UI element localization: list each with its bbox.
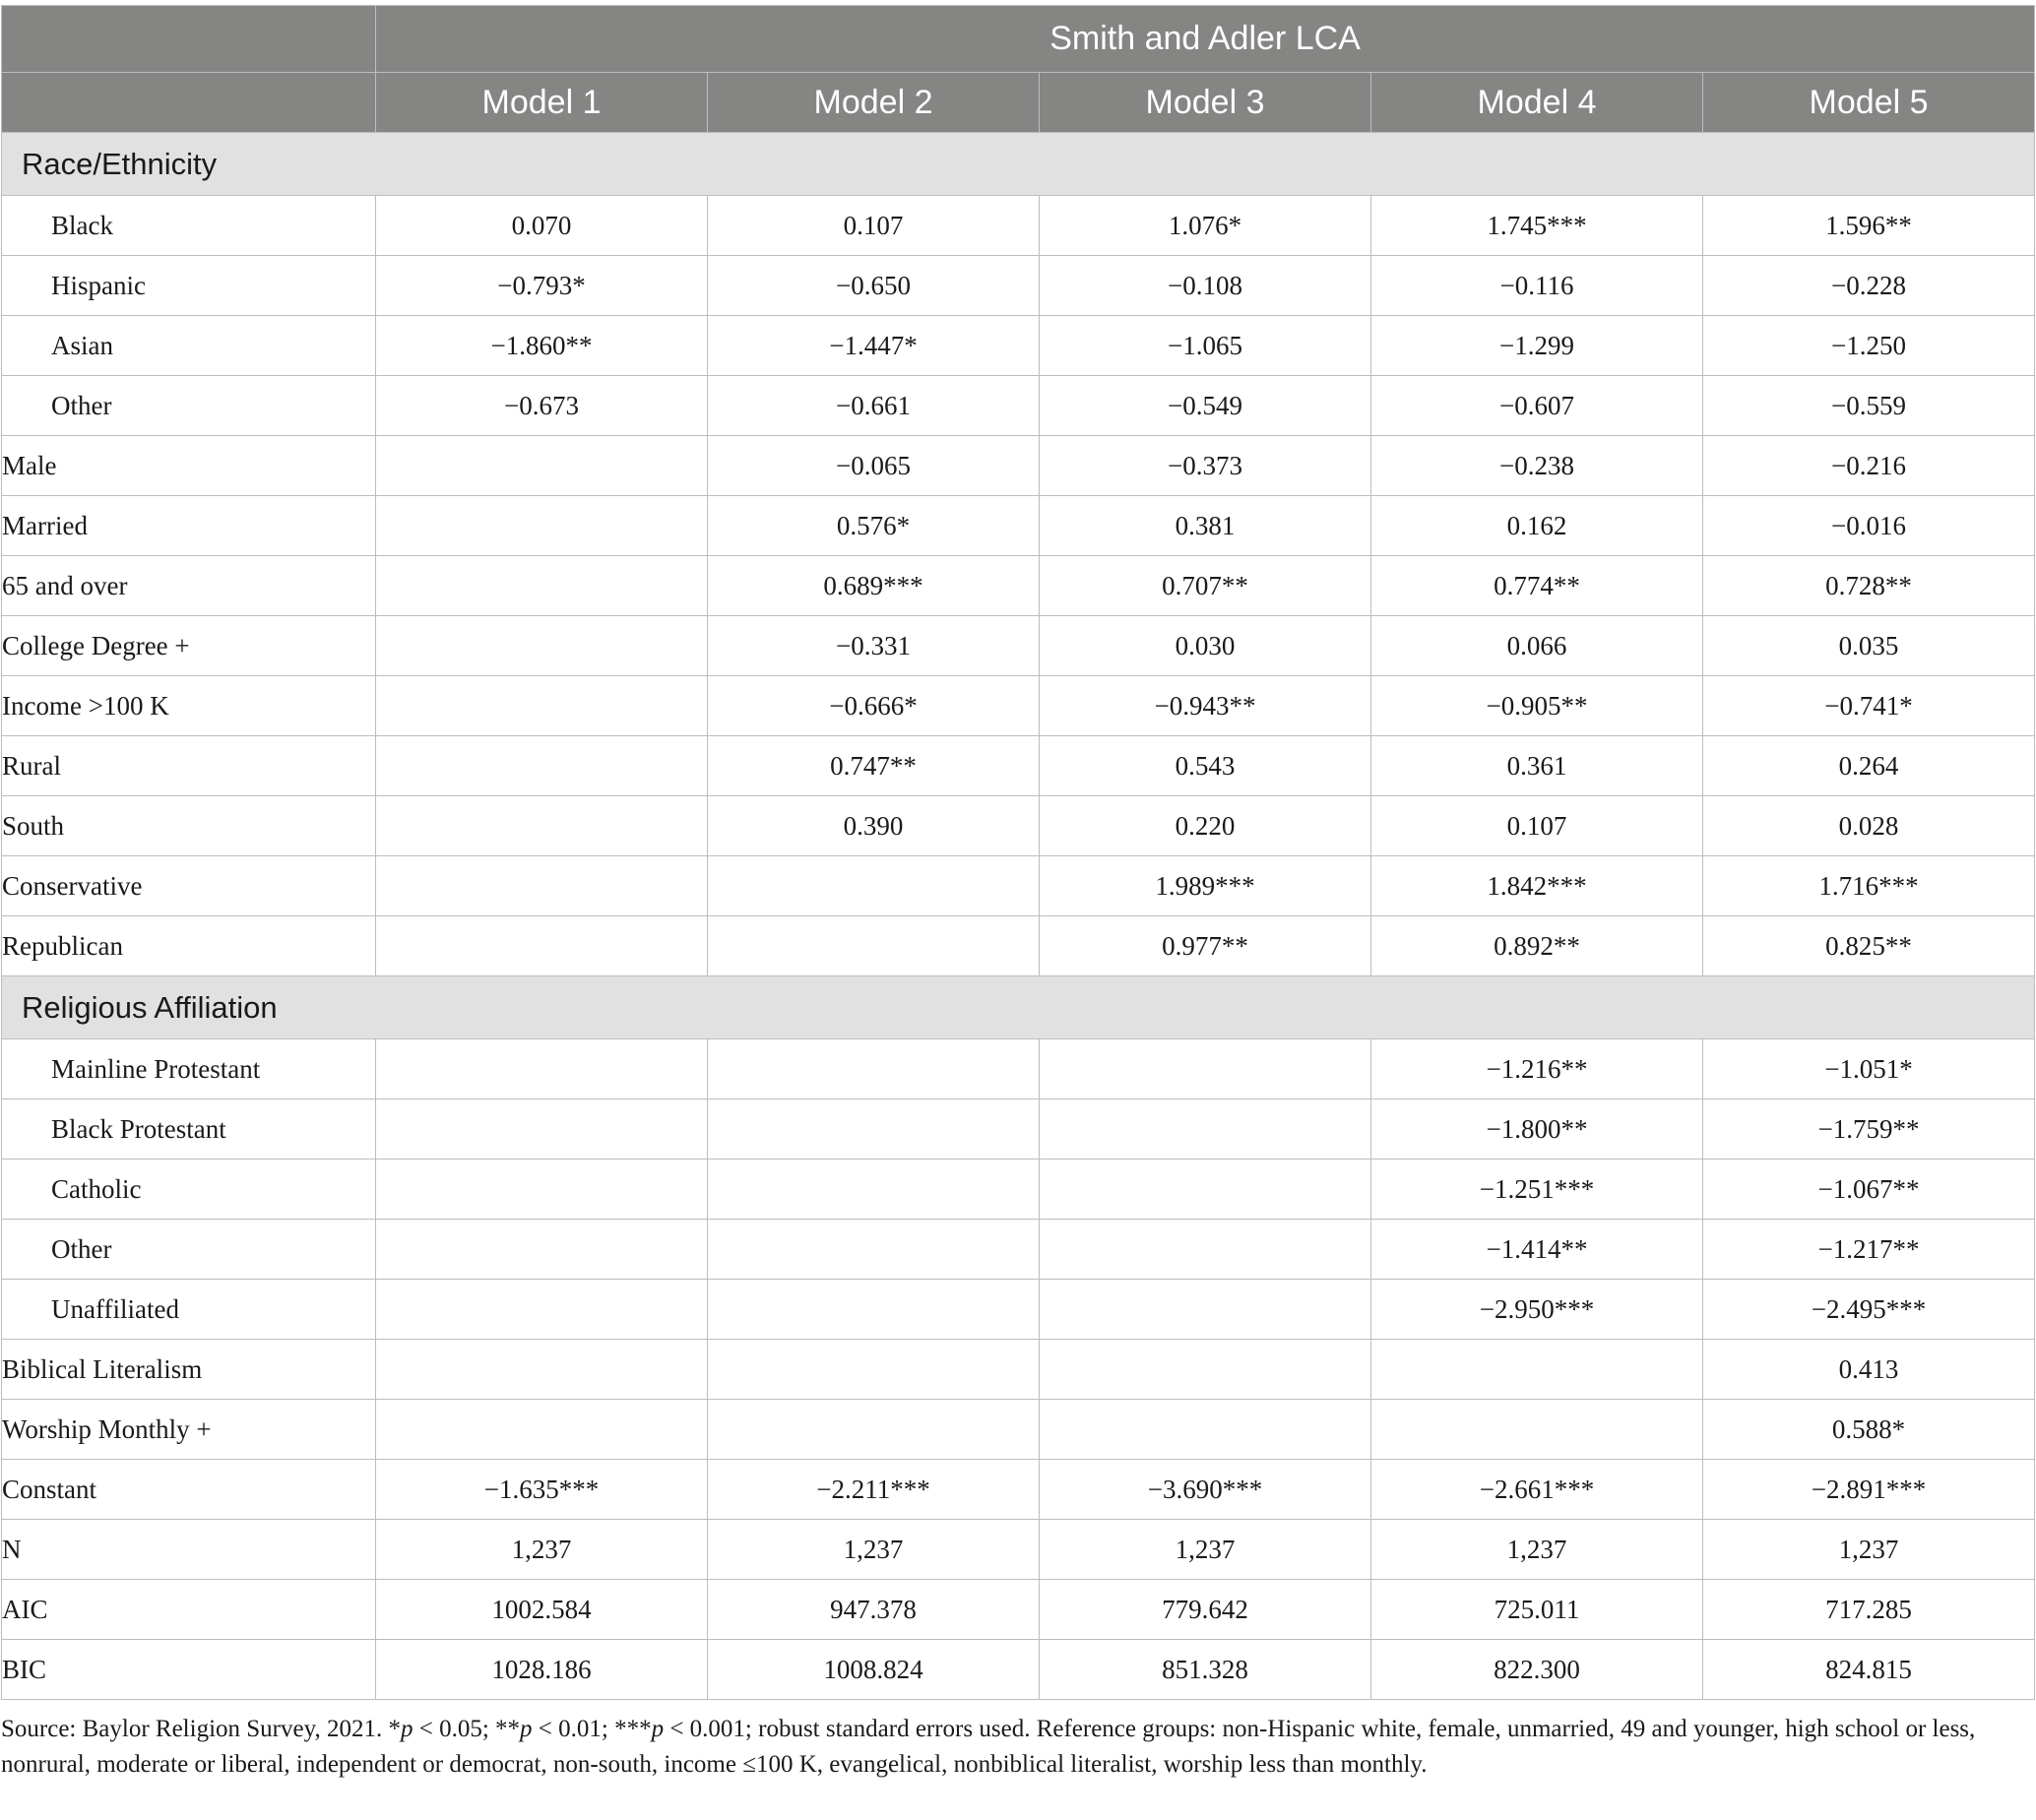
row-label: Asian xyxy=(2,316,376,376)
cell-model-5: −2.495*** xyxy=(1703,1280,2035,1340)
header-model-3: Model 3 xyxy=(1040,73,1371,133)
header-model-1: Model 1 xyxy=(376,73,708,133)
cell-model-4: −0.238 xyxy=(1371,436,1703,496)
cell-model-2: 0.689*** xyxy=(708,556,1040,616)
table-row xyxy=(2,1460,2035,1520)
cell-model-2 xyxy=(708,1099,1040,1160)
cell-model-3: −0.108 xyxy=(1040,256,1371,316)
cell-model-4: 1.842*** xyxy=(1371,856,1703,916)
table-row xyxy=(2,1160,2035,1220)
row-label: AIC xyxy=(2,1580,376,1640)
cell-model-3: 1,237 xyxy=(1040,1520,1371,1580)
cell-model-1 xyxy=(376,616,708,676)
cell-model-4: −2.661*** xyxy=(1371,1460,1703,1520)
cell-model-4: 1.745*** xyxy=(1371,196,1703,256)
cell-model-4: 725.011 xyxy=(1371,1580,1703,1640)
cell-model-2: −0.331 xyxy=(708,616,1040,676)
row-label: South xyxy=(2,796,376,856)
cell-model-2: −0.650 xyxy=(708,256,1040,316)
cell-model-4: 0.066 xyxy=(1371,616,1703,676)
cell-model-2: 1008.824 xyxy=(708,1640,1040,1700)
regression-table xyxy=(1,5,2035,1700)
cell-model-4: 0.361 xyxy=(1371,736,1703,796)
table-row xyxy=(2,1280,2035,1340)
cell-model-2 xyxy=(708,856,1040,916)
cell-model-3 xyxy=(1040,1099,1371,1160)
cell-model-4: 1,237 xyxy=(1371,1520,1703,1580)
footnote-text: < 0.01; *** xyxy=(532,1716,652,1742)
cell-model-1: 0.070 xyxy=(376,196,708,256)
cell-model-4: −0.116 xyxy=(1371,256,1703,316)
table-row xyxy=(2,796,2035,856)
cell-model-1 xyxy=(376,496,708,556)
table-row xyxy=(2,616,2035,676)
header-model-5: Model 5 xyxy=(1703,73,2035,133)
cell-model-1: 1,237 xyxy=(376,1520,708,1580)
cell-model-5: 0.825** xyxy=(1703,916,2035,976)
table-row xyxy=(2,1520,2035,1580)
cell-model-2: 0.747** xyxy=(708,736,1040,796)
cell-model-1 xyxy=(376,556,708,616)
table-row xyxy=(2,256,2035,316)
cell-model-3: 779.642 xyxy=(1040,1580,1371,1640)
cell-model-3 xyxy=(1040,1160,1371,1220)
cell-model-1 xyxy=(376,1280,708,1340)
table-row xyxy=(2,736,2035,796)
table-row xyxy=(2,916,2035,976)
cell-model-4: −1.414** xyxy=(1371,1220,1703,1280)
row-label: Catholic xyxy=(2,1160,376,1220)
table-body xyxy=(2,133,2035,1700)
cell-model-3: 851.328 xyxy=(1040,1640,1371,1700)
row-label: Black xyxy=(2,196,376,256)
cell-model-4: −0.905** xyxy=(1371,676,1703,736)
cell-model-2: 0.576* xyxy=(708,496,1040,556)
section-label: Religious Affiliation xyxy=(2,976,2035,1039)
row-label: BIC xyxy=(2,1640,376,1700)
table-row xyxy=(2,856,2035,916)
footnote-p-symbol: p xyxy=(520,1716,533,1742)
cell-model-2: −0.065 xyxy=(708,436,1040,496)
row-label: 65 and over xyxy=(2,556,376,616)
cell-model-3: 0.030 xyxy=(1040,616,1371,676)
section-row xyxy=(2,133,2035,196)
row-label: College Degree + xyxy=(2,616,376,676)
cell-model-5: 1.716*** xyxy=(1703,856,2035,916)
cell-model-4: 0.774** xyxy=(1371,556,1703,616)
cell-model-3 xyxy=(1040,1220,1371,1280)
cell-model-4: 822.300 xyxy=(1371,1640,1703,1700)
cell-model-5: 1.596** xyxy=(1703,196,2035,256)
cell-model-1: −1.860** xyxy=(376,316,708,376)
cell-model-1: 1028.186 xyxy=(376,1640,708,1700)
cell-model-2: 947.378 xyxy=(708,1580,1040,1640)
table-footnote xyxy=(0,1712,2029,1783)
cell-model-5: 0.035 xyxy=(1703,616,2035,676)
cell-model-5: 824.815 xyxy=(1703,1640,2035,1700)
cell-model-4: 0.162 xyxy=(1371,496,1703,556)
cell-model-5: −0.016 xyxy=(1703,496,2035,556)
cell-model-1 xyxy=(376,916,708,976)
cell-model-1 xyxy=(376,1340,708,1400)
cell-model-5: −1.051* xyxy=(1703,1039,2035,1099)
cell-model-3 xyxy=(1040,1039,1371,1099)
cell-model-1 xyxy=(376,796,708,856)
header-model-2: Model 2 xyxy=(708,73,1040,133)
cell-model-3: 0.543 xyxy=(1040,736,1371,796)
cell-model-5: 0.588* xyxy=(1703,1400,2035,1460)
table-row xyxy=(2,1400,2035,1460)
cell-model-4: −1.299 xyxy=(1371,316,1703,376)
header-model-4: Model 4 xyxy=(1371,73,1703,133)
cell-model-3: −1.065 xyxy=(1040,316,1371,376)
cell-model-3: −0.943** xyxy=(1040,676,1371,736)
cell-model-1 xyxy=(376,1400,708,1460)
cell-model-4: −1.800** xyxy=(1371,1099,1703,1160)
cell-model-5: −1.067** xyxy=(1703,1160,2035,1220)
regression-table-figure xyxy=(0,5,2036,1783)
cell-model-1 xyxy=(376,1039,708,1099)
cell-model-2 xyxy=(708,1280,1040,1340)
row-label: Hispanic xyxy=(2,256,376,316)
cell-model-4: −1.216** xyxy=(1371,1039,1703,1099)
cell-model-1: 1002.584 xyxy=(376,1580,708,1640)
cell-model-1: −0.673 xyxy=(376,376,708,436)
cell-model-4: −1.251*** xyxy=(1371,1160,1703,1220)
cell-model-3: −3.690*** xyxy=(1040,1460,1371,1520)
cell-model-3: 1.076* xyxy=(1040,196,1371,256)
cell-model-4: 0.892** xyxy=(1371,916,1703,976)
row-label: Income >100 K xyxy=(2,676,376,736)
row-label: Conservative xyxy=(2,856,376,916)
cell-model-5: 0.028 xyxy=(1703,796,2035,856)
cell-model-1 xyxy=(376,436,708,496)
cell-model-5: −0.559 xyxy=(1703,376,2035,436)
header-corner-cell xyxy=(2,6,376,73)
cell-model-5: −2.891*** xyxy=(1703,1460,2035,1520)
cell-model-2 xyxy=(708,1220,1040,1280)
cell-model-1 xyxy=(376,1160,708,1220)
cell-model-2: −1.447* xyxy=(708,316,1040,376)
header-model-row xyxy=(2,73,2035,133)
cell-model-5: −0.228 xyxy=(1703,256,2035,316)
cell-model-3 xyxy=(1040,1280,1371,1340)
cell-model-2 xyxy=(708,1039,1040,1099)
table-header xyxy=(2,6,2035,133)
cell-model-1 xyxy=(376,856,708,916)
table-row xyxy=(2,556,2035,616)
cell-model-1 xyxy=(376,736,708,796)
footnote-p-symbol: p xyxy=(400,1716,414,1742)
footnote-source: Source: Baylor Religion Survey, 2021. * xyxy=(1,1716,401,1742)
cell-model-1 xyxy=(376,676,708,736)
cell-model-4 xyxy=(1371,1340,1703,1400)
cell-model-4: 0.107 xyxy=(1371,796,1703,856)
row-label: N xyxy=(2,1520,376,1580)
header-group-label: Smith and Adler LCA xyxy=(376,6,2035,73)
table-row xyxy=(2,1640,2035,1700)
table-row xyxy=(2,1340,2035,1400)
cell-model-5: 0.728** xyxy=(1703,556,2035,616)
row-label: Unaffiliated xyxy=(2,1280,376,1340)
row-label: Male xyxy=(2,436,376,496)
table-row xyxy=(2,376,2035,436)
row-label: Married xyxy=(2,496,376,556)
cell-model-1 xyxy=(376,1099,708,1160)
header-corner-cell-2 xyxy=(2,73,376,133)
table-row xyxy=(2,1039,2035,1099)
row-label: Other xyxy=(2,376,376,436)
footnote-text: < 0.001; robust standard errors used. Reference groups: non-Hispanic white, female, unmarried, 49 and younger, high school or less, nonrural, moderate or liberal, independent or democrat, non-south, income ≤100 K, evangelical, nonbiblical literalist, worship less than monthly. xyxy=(1,1716,1976,1778)
cell-model-4: −2.950*** xyxy=(1371,1280,1703,1340)
cell-model-3: 1.989*** xyxy=(1040,856,1371,916)
cell-model-5: 0.264 xyxy=(1703,736,2035,796)
table-row xyxy=(2,1220,2035,1280)
cell-model-2: 1,237 xyxy=(708,1520,1040,1580)
cell-model-2: −0.661 xyxy=(708,376,1040,436)
cell-model-4: −0.607 xyxy=(1371,376,1703,436)
cell-model-3: 0.381 xyxy=(1040,496,1371,556)
row-label: Constant xyxy=(2,1460,376,1520)
cell-model-2: −0.666* xyxy=(708,676,1040,736)
cell-model-3: 0.707** xyxy=(1040,556,1371,616)
section-row xyxy=(2,976,2035,1039)
cell-model-1: −1.635*** xyxy=(376,1460,708,1520)
cell-model-3: 0.220 xyxy=(1040,796,1371,856)
row-label: Rural xyxy=(2,736,376,796)
cell-model-2 xyxy=(708,1340,1040,1400)
row-label: Biblical Literalism xyxy=(2,1340,376,1400)
cell-model-1 xyxy=(376,1220,708,1280)
cell-model-5: −1.250 xyxy=(1703,316,2035,376)
cell-model-3 xyxy=(1040,1340,1371,1400)
cell-model-5: 1,237 xyxy=(1703,1520,2035,1580)
cell-model-5: −1.217** xyxy=(1703,1220,2035,1280)
cell-model-3 xyxy=(1040,1400,1371,1460)
row-label: Mainline Protestant xyxy=(2,1039,376,1099)
cell-model-5: −1.759** xyxy=(1703,1099,2035,1160)
header-group-row xyxy=(2,6,2035,73)
cell-model-5: −0.216 xyxy=(1703,436,2035,496)
table-row xyxy=(2,496,2035,556)
table-row xyxy=(2,676,2035,736)
cell-model-2 xyxy=(708,1400,1040,1460)
cell-model-3: −0.549 xyxy=(1040,376,1371,436)
footnote-p-symbol: p xyxy=(651,1716,665,1742)
table-row xyxy=(2,1099,2035,1160)
cell-model-2 xyxy=(708,916,1040,976)
cell-model-2 xyxy=(708,1160,1040,1220)
row-label: Black Protestant xyxy=(2,1099,376,1160)
table-row xyxy=(2,436,2035,496)
cell-model-5: 717.285 xyxy=(1703,1580,2035,1640)
footnote-text: < 0.05; ** xyxy=(413,1716,521,1742)
cell-model-2: 0.390 xyxy=(708,796,1040,856)
cell-model-1: −0.793* xyxy=(376,256,708,316)
cell-model-2: −2.211*** xyxy=(708,1460,1040,1520)
table-row xyxy=(2,316,2035,376)
cell-model-4 xyxy=(1371,1400,1703,1460)
section-label: Race/Ethnicity xyxy=(2,133,2035,196)
cell-model-5: 0.413 xyxy=(1703,1340,2035,1400)
cell-model-2: 0.107 xyxy=(708,196,1040,256)
table-row xyxy=(2,196,2035,256)
cell-model-3: 0.977** xyxy=(1040,916,1371,976)
row-label: Republican xyxy=(2,916,376,976)
cell-model-5: −0.741* xyxy=(1703,676,2035,736)
row-label: Other xyxy=(2,1220,376,1280)
row-label: Worship Monthly + xyxy=(2,1400,376,1460)
cell-model-3: −0.373 xyxy=(1040,436,1371,496)
table-row xyxy=(2,1580,2035,1640)
